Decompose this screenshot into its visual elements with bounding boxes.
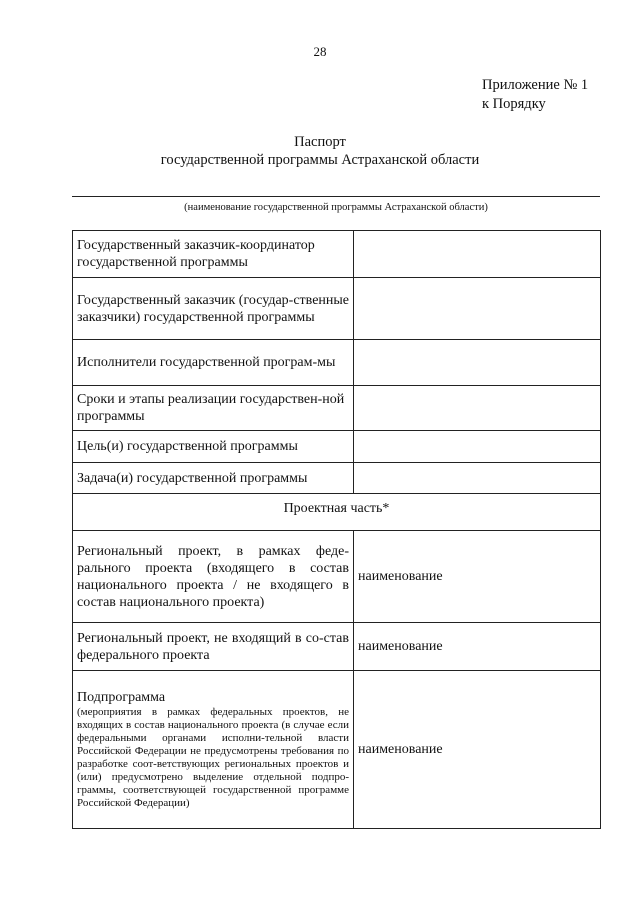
row-value xyxy=(354,463,601,494)
table-row xyxy=(73,623,601,671)
document-title xyxy=(0,133,640,169)
row-label: Цель(и) государственной программы xyxy=(73,431,354,463)
row-value xyxy=(354,431,601,463)
row-label: Региональный проект, в рамках феде-рального проекта (входящего в состав национального проекта / не входящего в состав национального проекта) xyxy=(73,531,354,623)
row-value: наименование xyxy=(354,531,601,623)
table-row xyxy=(73,278,601,340)
row-value: наименование xyxy=(354,671,601,829)
table-row xyxy=(73,340,601,386)
passport-table xyxy=(72,230,601,829)
subprogram-description: (мероприятия в рамках федеральных проектов, не входящих в состав национального проекта (в случае если федеральными органами исполни-тельной власти Российской Федерации не предусмотрены требования по разработке соот-ветствующих региональных проектов и (или) предусмотрено выделение отдельной подпро-граммы, соответствующей государственной программе Российской Федерации) xyxy=(77,705,349,809)
row-label: Сроки и этапы реализации государствен-ной программы xyxy=(73,386,354,431)
table-row xyxy=(73,494,601,531)
appendix-line-1: Приложение № 1 xyxy=(482,77,589,93)
row-label: Задача(и) государственной программы xyxy=(73,463,354,494)
page-number: 28 xyxy=(313,44,327,59)
row-value xyxy=(354,386,601,431)
row-label: Государственный заказчик-координатор государственной программы xyxy=(73,231,354,278)
row-label: Исполнители государственной програм-мы xyxy=(73,340,354,386)
table-row xyxy=(73,431,601,463)
row-value xyxy=(354,340,601,386)
row-value xyxy=(354,231,601,278)
appendix-reference xyxy=(482,76,588,114)
title-line-1: Паспорт xyxy=(294,134,346,150)
table-row xyxy=(73,231,601,278)
title-line-2: государственной программы Астраханской области xyxy=(160,152,480,168)
subprogram-cell xyxy=(73,671,354,829)
program-name-line xyxy=(72,196,600,197)
table-row xyxy=(73,463,601,494)
subprogram-title: Подпрограмма xyxy=(77,689,166,705)
project-section-header: Проектная часть* xyxy=(73,494,601,531)
row-value: наименование xyxy=(354,623,601,671)
table-row xyxy=(73,386,601,431)
program-name-caption: (наименование государственной программы Астраханской области) xyxy=(184,202,488,213)
table-row xyxy=(73,531,601,623)
row-value xyxy=(354,278,601,340)
table-row xyxy=(73,671,601,829)
row-label: Государственный заказчик (государ-ственные заказчики) государственной программы xyxy=(73,278,354,340)
row-label: Региональный проект, не входящий в со-став федерального проекта xyxy=(73,623,354,671)
appendix-line-2: к Порядку xyxy=(482,96,546,112)
